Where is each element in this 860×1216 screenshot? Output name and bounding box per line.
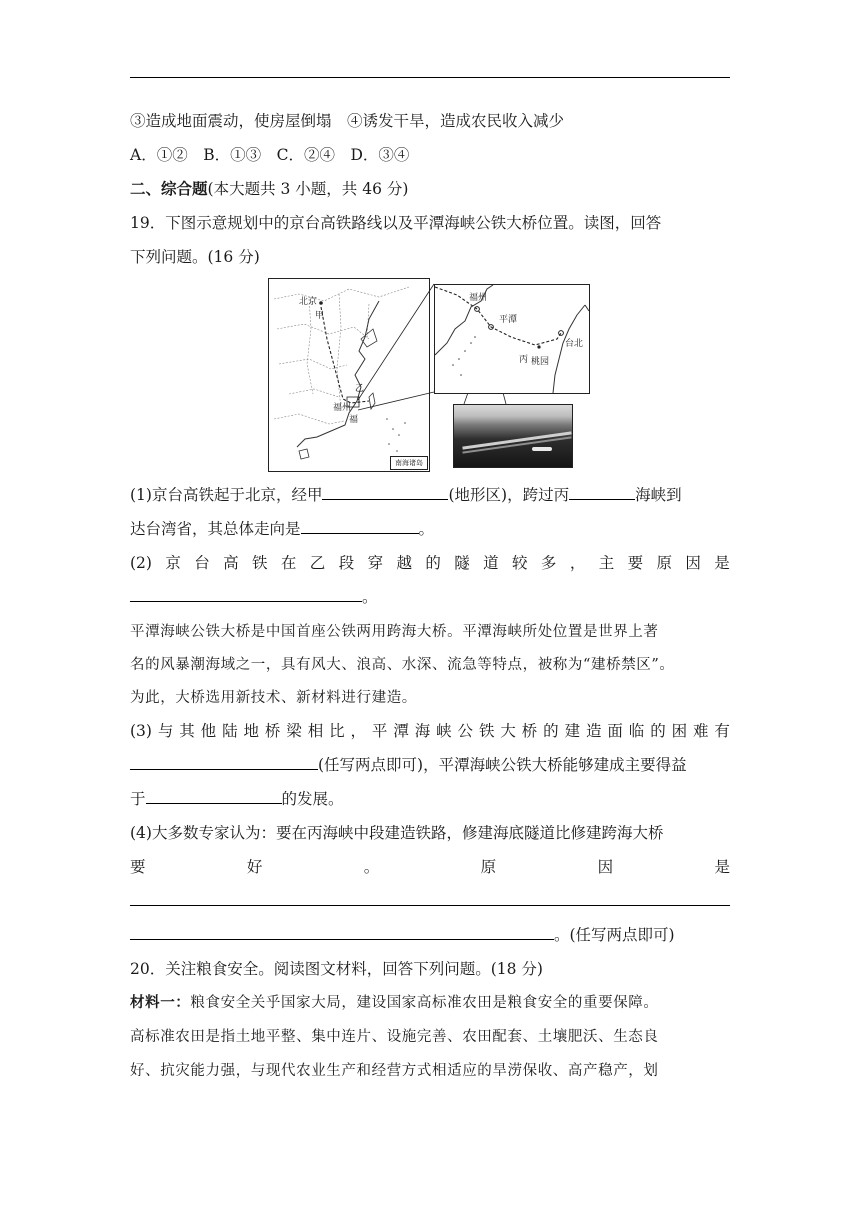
q19-part2-char: (2) (130, 554, 152, 572)
q19-part3-char: ， (350, 722, 367, 740)
section-heading (130, 178, 730, 200)
label-beijing: 北京 (299, 297, 318, 307)
q19-part1-line-1 (130, 484, 730, 506)
q19-part3-char: 梁 (286, 722, 302, 740)
q19-part2-char: 隧 (454, 554, 470, 572)
q19-part2-char: 在 (280, 554, 297, 572)
q19-part3-line-3 (130, 788, 730, 810)
label-fuzhou-main: 福州 (333, 403, 352, 413)
q19-part2-char: 铁 (252, 554, 268, 572)
q19-part3-char: 的 (650, 722, 666, 740)
q19-part4-char: 。 (363, 858, 380, 876)
label-taoyuan: 桃园 (531, 357, 550, 367)
q19-part2-char: 高 (223, 554, 239, 572)
blank-tunnel-reason[interactable] (130, 586, 362, 602)
q19-part3-char: 公 (457, 722, 474, 740)
q20-material-label: 材料一： (130, 994, 191, 1011)
q18-option-line-1: ③造成地面震动，使房屋倒塌 ④诱发干旱，造成农民收入减少 (130, 112, 565, 130)
q19-part2-char: 台 (194, 554, 210, 572)
label-jia: 甲 (315, 311, 325, 321)
q20-material-line-3: 好、抗灾能力强，与现代农业生产和经营方式相适应的旱涝保收、高产稳产，划 (130, 1063, 659, 1079)
q19-part1-text-a: (1)京台高铁起于北京，经甲 (130, 486, 323, 504)
q19-part3-char: 海 (414, 722, 431, 740)
q19-part2-end: 。 (362, 588, 378, 606)
q19-part3-text-c: 于 (130, 790, 146, 808)
q19-part2-char: ， (569, 554, 586, 572)
bridge-material-line-1: 平潭海峡公铁大桥是中国首座公铁两用跨海大桥。平潭海峡所处位置是世界上著 (130, 624, 659, 640)
bridge-photo (453, 404, 573, 468)
q19-part2-char: 京 (165, 554, 181, 572)
q19-part2-char: 段 (338, 554, 355, 572)
q19-part1-text-b: (地形区)，跨过丙 (448, 486, 570, 504)
section-note: (本大题共 3 小题，共 46 分) (207, 180, 409, 198)
q19-part2-char: 较 (512, 554, 528, 572)
q19-part3-text-d: 的发展。 (281, 790, 344, 808)
q19-part3-char: 陆 (222, 722, 238, 740)
blank-terrain[interactable] (322, 484, 448, 500)
q19-part2-line-2 (130, 586, 730, 608)
q19-part4-line-3 (130, 890, 730, 912)
q19-part3-char: 造 (585, 722, 602, 740)
q19-part2-char: 道 (483, 554, 499, 572)
q19-part4-char: 原 (480, 858, 497, 876)
q19-part3-char: 相 (307, 722, 324, 740)
q19-part2-char: 的 (425, 554, 441, 572)
blank-reason-2[interactable] (130, 924, 554, 940)
q19-part3-char: 困 (671, 722, 688, 740)
label-taibei: 台北 (565, 339, 584, 349)
q19-part4-line-4 (130, 924, 730, 946)
header-rule (130, 77, 730, 78)
q19-part3-char: 其 (179, 722, 195, 740)
bridge-material-line-2: 名的风暴潮海域之一，具有风大、浪高、水深、流急等特点，被称为“建桥禁区”。 (130, 657, 675, 673)
q19-stem-line-1: 19．下图示意规划中的京台高铁路线以及平潭海峡公铁大桥位置。读图，回答 (130, 214, 662, 232)
q19-part3-char: 大 (500, 722, 516, 740)
q19-part3-text-b: (任写两点即可)，平潭海峡公铁大桥能够建成主要得益 (318, 756, 687, 774)
q19-part2-char: 乙 (309, 554, 326, 572)
q19-part2-char: 要 (627, 554, 644, 572)
q19-part3-char: 峡 (436, 722, 452, 740)
q19-part3-line-1 (130, 720, 730, 742)
blank-benefit[interactable] (146, 788, 282, 804)
q19-part1-line-2 (130, 518, 730, 540)
q20-material-line-1 (130, 992, 730, 1014)
label-fu: 福 (349, 415, 359, 425)
blank-reason-1[interactable] (130, 890, 730, 906)
q19-part2-char: 穿 (367, 554, 384, 572)
q19-part1-text-c: 海峡到 (635, 486, 682, 504)
q19-part2-char: 越 (396, 554, 412, 572)
q19-part3-char: 面 (607, 722, 623, 740)
q19-part1-text-e: 。 (418, 520, 435, 538)
label-bing: 丙 (519, 355, 529, 365)
q19-figure (268, 276, 590, 472)
q19-part3-char: 潭 (393, 722, 409, 740)
q20-material-text-1: 粮食安全关乎国家大局，建设国家高标准农田是粮食安全的重要保障。 (190, 995, 659, 1011)
q19-part3-char: 建 (564, 722, 581, 740)
label-inset-fuzhou: 福州 (469, 293, 488, 303)
bridge-light (532, 447, 552, 451)
q19-part4-line-2 (130, 856, 730, 878)
label-pingtan: 平潭 (499, 315, 518, 325)
q19-part3-char: 地 (243, 722, 259, 740)
q19-part3-char: 桥 (264, 722, 281, 740)
q20-material-line-2: 高标准农田是指土地平整、集中连片、设施完善、农田配套、土壤肥沃、生态良 (130, 1029, 659, 1045)
strait-inset-map (434, 284, 590, 394)
q19-part2-char: 多 (540, 554, 557, 572)
q19-part4-char: 要 (130, 858, 146, 876)
q19-part3-line-2 (130, 754, 730, 776)
q19-part3-char: 平 (371, 722, 388, 740)
q19-part3-char: 比 (329, 722, 345, 740)
blank-direction[interactable] (301, 518, 419, 534)
blank-strait[interactable] (569, 484, 635, 500)
blank-difficulties[interactable] (130, 754, 318, 770)
q19-part3-char: 他 (200, 722, 217, 740)
q18-answer-choices: A．①② B．①③ C．②④ D．③④ (130, 146, 410, 164)
q19-part4-char: 因 (597, 858, 614, 876)
q19-part4-char: 是 (714, 858, 730, 876)
q19-part2-line-1 (130, 552, 730, 574)
section-title: 二、综合题 (130, 179, 208, 198)
q19-part3-char: 临 (628, 722, 645, 740)
q19-part2-char: 是 (714, 554, 730, 572)
q20-stem: 20．关注粮食安全。阅读图文材料，回答下列问题。(18 分) (130, 960, 543, 978)
q19-part3-char: 的 (543, 722, 559, 740)
bridge-material-line-3: 为此，大桥选用新技术、新材料进行建造。 (130, 690, 417, 706)
q19-part3-char: 桥 (521, 722, 538, 740)
nanhai-inset-box: 南海诸岛 (390, 456, 428, 470)
q19-stem-line-2: 下列问题。(16 分) (130, 248, 260, 266)
q19-part4-end: 。(任写两点即可) (554, 926, 675, 944)
q19-part2-char: 主 (598, 554, 615, 572)
q19-part1-text-d: 达台湾省，其总体走向是 (130, 520, 301, 538)
q19-part3-char: (3) (130, 722, 152, 740)
q19-part3-char: 与 (157, 722, 174, 740)
q19-part4-line-1: (4)大多数专家认为：要在丙海峡中段建造铁路，修建海底隧道比修建跨海大桥 (130, 824, 664, 842)
q19-part2-char: 原 (656, 554, 672, 572)
q19-part3-char: 铁 (478, 722, 495, 740)
q19-part4-char: 好 (246, 858, 263, 876)
q19-part3-char: 难 (693, 722, 709, 740)
q19-part3-char: 有 (714, 722, 730, 740)
label-yi: 乙 (355, 384, 365, 394)
q19-part2-char: 因 (685, 554, 701, 572)
